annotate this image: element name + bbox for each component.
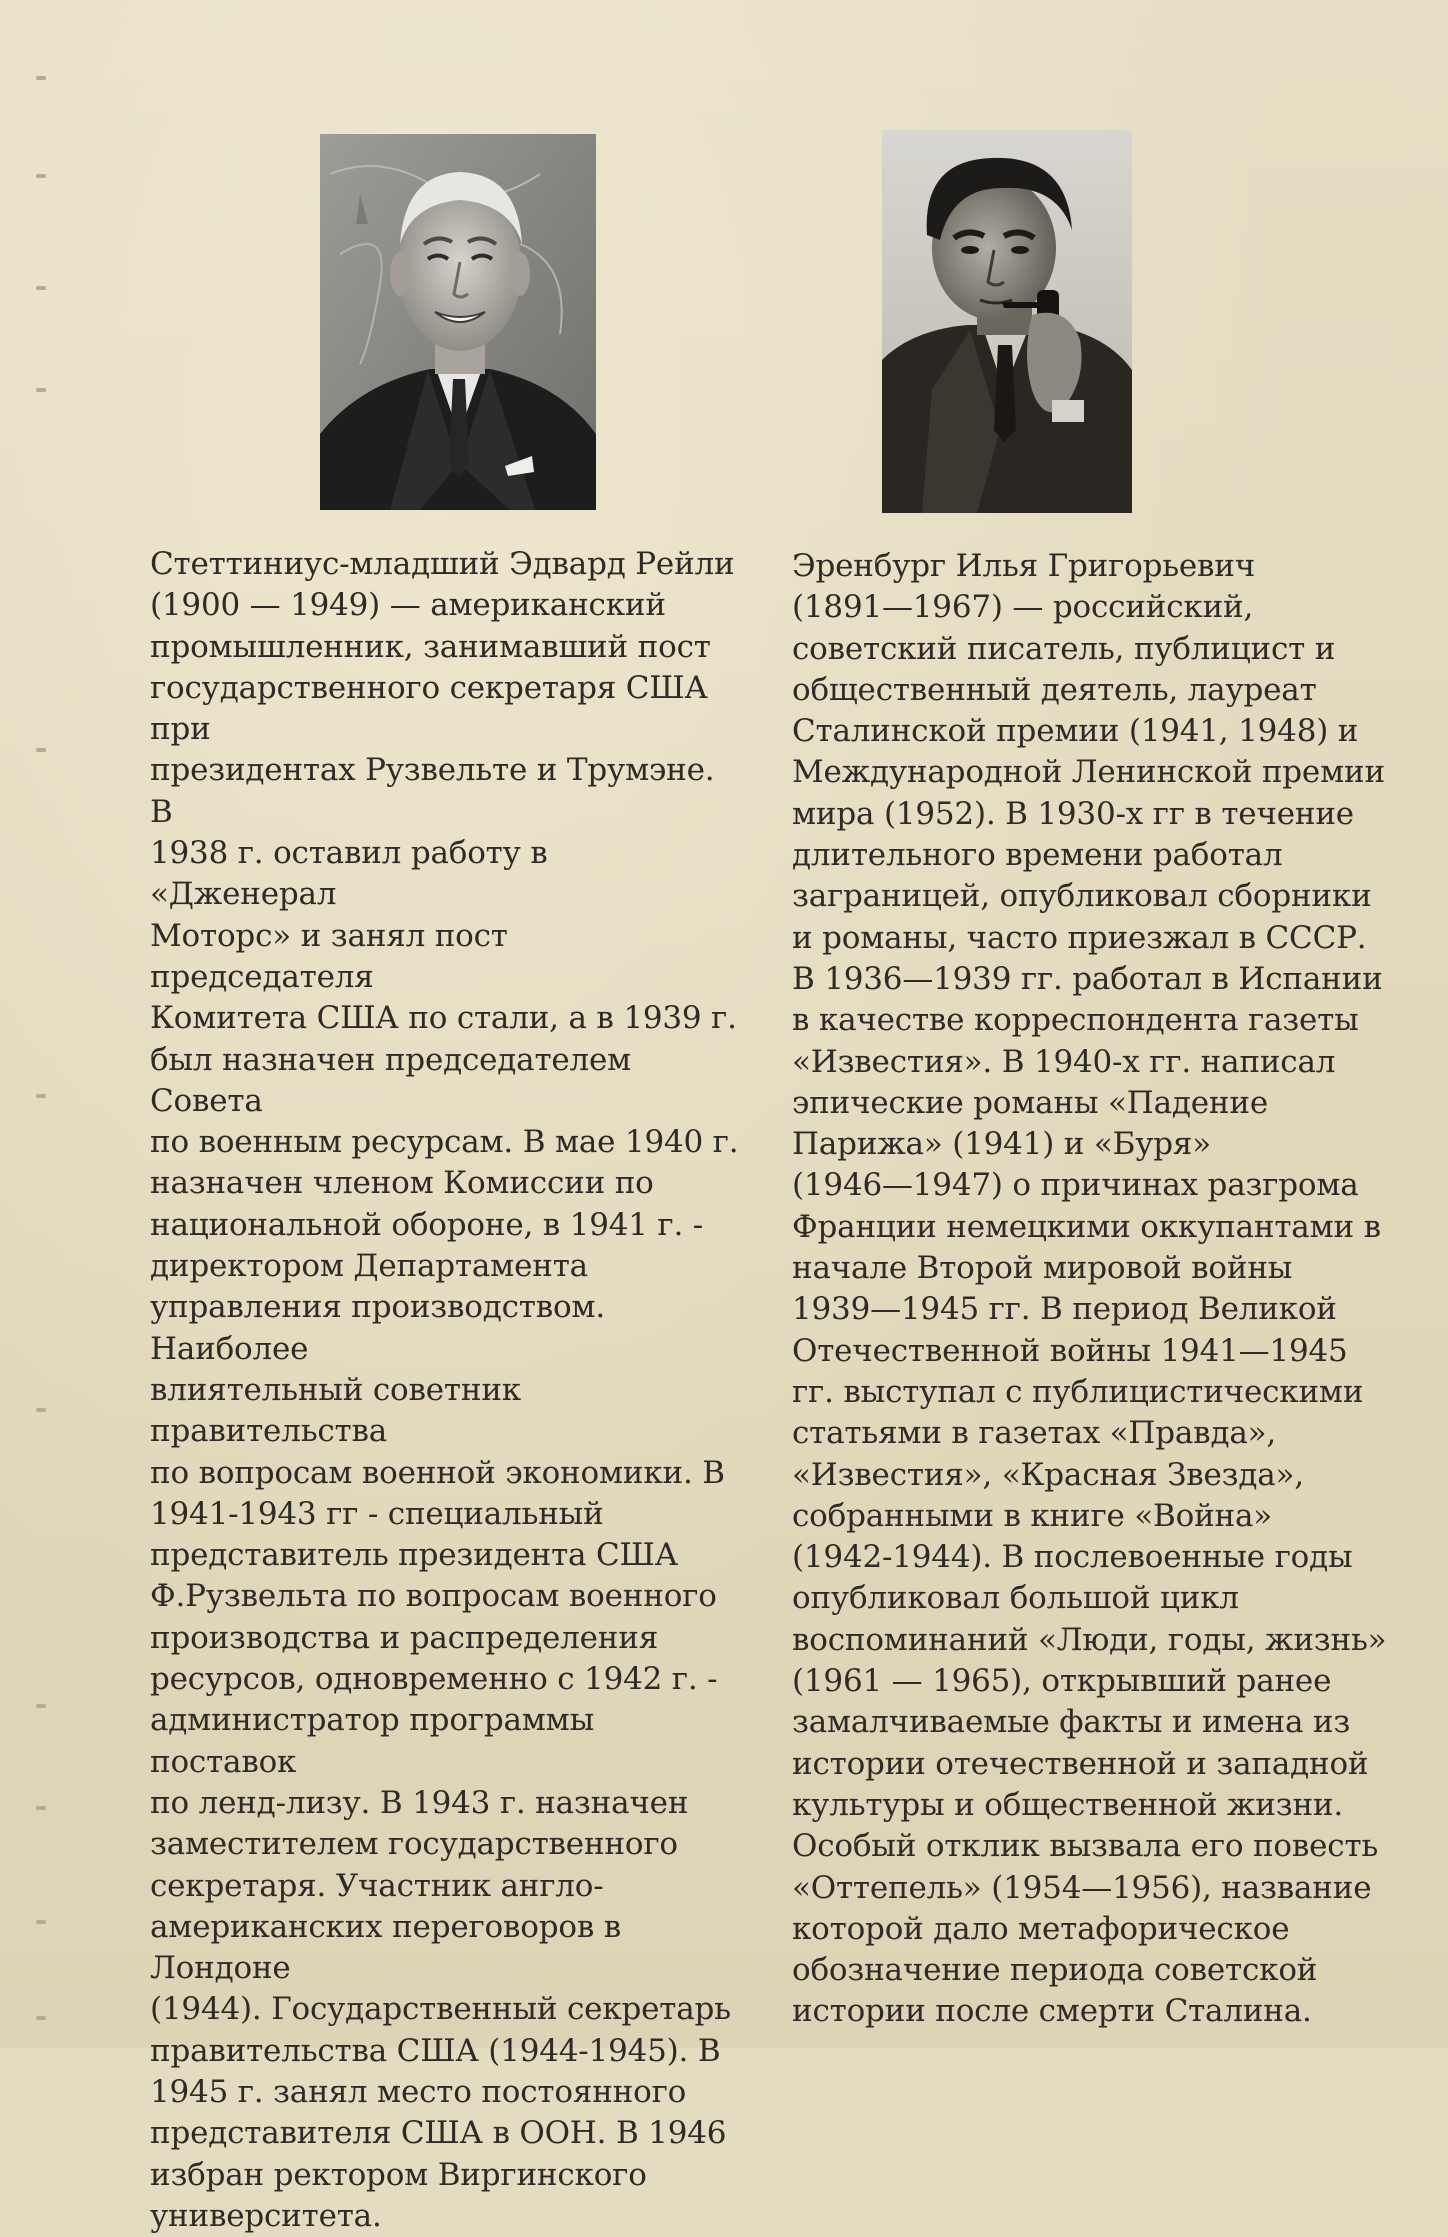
binding-hole bbox=[36, 1408, 46, 1412]
binding-hole bbox=[36, 1704, 46, 1708]
binding-hole bbox=[36, 174, 46, 178]
biography-stettinius: Стеттиниус-младший Эдвард Рейли (1900 — 1949) — американский промышленник, занимавший пост государственного секретаря США при президентах Рузвельте и Трумэне. В 1938 г. оставил работу в «Дженерал Моторс» и занял пост председателя Комитета США по стали, а в 1939 г. был назначен председателем Совета по военным ресурсам. В мае 1940 г. назначен членом Комиссии по национальной обороне, в 1941 г. - директором Департамента управления производством. Наиболее влиятельный советник правительства по вопросам военной экономики. В 1941-1943 гг - специальный представитель президента США Ф.Рузвельта по вопросам военного производства и распределения ресурсов, одновременно с 1942 г. - администратор программы поставок по ленд-лизу. В 1943 г. назначен заместителем государственного секретаря. Участник англо- американских переговоров в Лондоне (1944). Государственный секретарь правительства США (1944-1945). В 1945 г. занял место постоянного представителя США в ООН. В 1946 избран ректором Виргинского университета. bbox=[150, 546, 739, 2234]
binding-hole bbox=[36, 286, 46, 290]
portrait-photo-ehrenburg bbox=[882, 130, 1132, 513]
portrait-photo-stettinius bbox=[320, 134, 596, 510]
biography-ehrenburg: Эренбург Илья Григорьевич (1891—1967) — российский, советский писатель, публицист и общественный деятель, лауреат Сталинской премии (1941, 1948) и Международной Ленинской премии мира (1952). В 1930-х гг в течение длительного времени работал заграницей, опубликовал сборники и романы, часто приезжал в СССР. В 1936—1939 гг. работал в Испании в качестве корреспондента газеты «Известия». В 1940-х гг. написал эпические романы «Падение Парижа» (1941) и «Буря» (1946—1947) о причинах разгрома Франции немецкими оккупантами в начале Второй мировой войны 1939—1945 гг. В период Великой Отечественной войны 1941—1945 гг. выступал с публицистическими статьями в газетах «Правда», «Известия», «Красная Звезда», собранными в книге «Война» (1942-1944). В послевоенные годы опубликовал большой цикл воспоминаний «Люди, годы, жизнь» (1961 — 1965), открывший ранее замалчиваемые факты и имена из истории отечественной и западной культуры и общественной жизни. Особый отклик вызвала его повесть «Оттепель» (1954—1956), название которой дало метафорическое обозначение периода советской истории после смерти Сталина. bbox=[792, 548, 1387, 2030]
binding-hole bbox=[36, 2016, 46, 2020]
binding-hole bbox=[36, 388, 46, 392]
portrait-photo-icon bbox=[882, 130, 1132, 513]
binding-hole bbox=[36, 748, 46, 752]
binding-hole bbox=[36, 1920, 46, 1924]
portrait-photo-icon bbox=[320, 134, 596, 510]
binding-hole bbox=[36, 76, 46, 80]
binding-holes bbox=[36, 0, 50, 2048]
binding-hole bbox=[36, 1094, 46, 1098]
binding-hole bbox=[36, 1806, 46, 1810]
